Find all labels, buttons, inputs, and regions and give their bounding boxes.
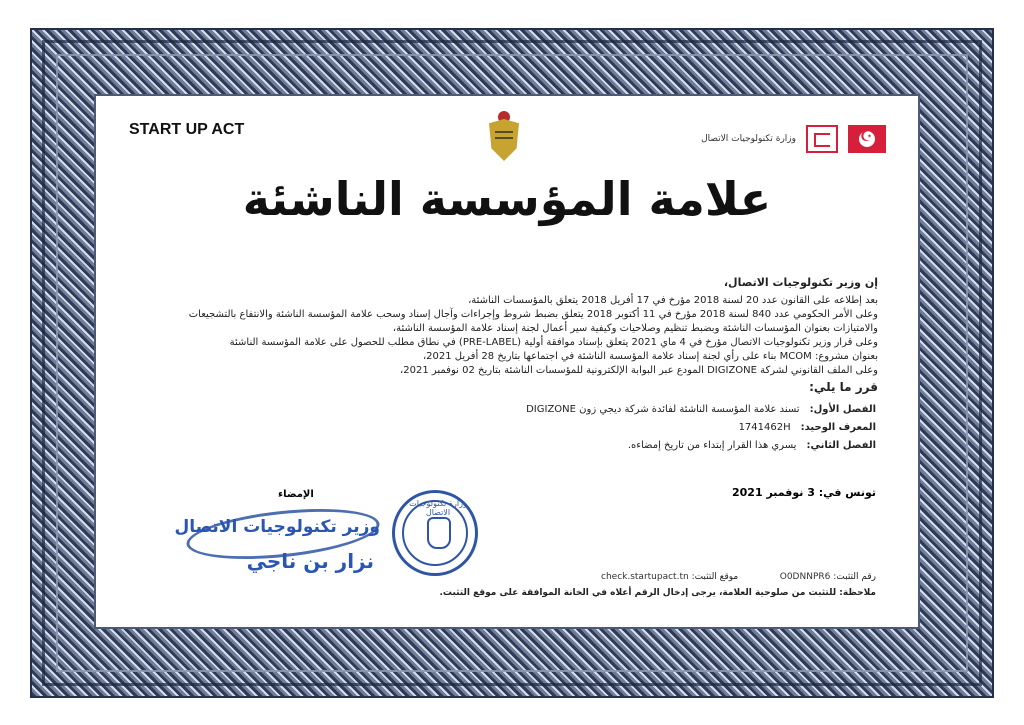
section-second	[136, 440, 876, 451]
verification-fields	[601, 572, 876, 582]
signature-title: وزير تكنولوجيات الاتصال	[174, 517, 380, 537]
certificate-title: علامة المؤسسة الناشئة	[242, 172, 772, 226]
certificate-lead: إن وزير تكنولوجيات الاتصال،	[723, 276, 878, 289]
section-second-label: الفصل الثاني:	[806, 440, 876, 451]
section-id	[136, 422, 876, 433]
verification-row	[601, 572, 876, 582]
verification-site-value: check.startupact.tn	[601, 572, 689, 582]
verification-site-label: موقع التثبت:	[691, 572, 739, 582]
ministry-name: وزارة تكنولوجيات الاتصال	[701, 134, 796, 144]
certificate-body	[134, 276, 878, 394]
signature-area	[166, 489, 386, 599]
verification-site-field	[601, 572, 738, 582]
body-paragraph: وعلى الأمر الحكومي عدد 840 لسنة 2018 مؤرخ في 11 أكتوبر 2018 يتعلق بضبط شروط وإجراءات وآجال إسناد وسحب علامة المؤسسة الناشئة والانتفاع بالتشجيعات	[188, 309, 878, 320]
body-paragraph: بعنوان مشروع: MCOM بناء على رأي لجنة إسناد علامة المؤسسة الناشئة في اجتماعها بتاريخ 28 أفريل 2021،	[422, 351, 878, 362]
startup-act-logo-text: START UP ACT	[129, 121, 245, 138]
startup-act-logo	[129, 122, 244, 138]
body-paragraph: بعد إطلاعه على القانون عدد 20 لسنة 2018 مؤرخ في 17 أفريل 2018 يتعلق بالمؤسسات الناشئة،	[468, 295, 878, 306]
section-id-value: 1741462H	[738, 422, 791, 433]
verification-number-value: O0DNNPR6	[779, 572, 831, 582]
ministry-header	[701, 125, 886, 153]
verification-number-label: رقم التثبت:	[833, 572, 876, 582]
verification-note: ملاحظة: للتثبت من صلوحية العلامة، يرجى إدخال الرقم أعلاه في الخانة الموافقة على موقع التثبت.	[439, 588, 876, 598]
tunisia-emblem-icon	[482, 111, 526, 171]
signature-label: الإمضاء	[278, 489, 314, 500]
section-second-value: يسري هذا القرار إبتداء من تاريخ إمضاءه.	[627, 440, 797, 451]
body-paragraph: وعلى قرار وزير تكنولوجيات الاتصال مؤرخ في 4 ماي 2021 يتعلق بإسناد موافقة أولية (PRE-LABEL) في نطاق مطلب للحصول على علامة المؤسسة الناشئة	[229, 337, 878, 348]
section-id-label: المعرف الوحيد:	[800, 422, 876, 433]
body-paragraph: والامتيازات بعنوان المؤسسات الناشئة وبضبط تنظيم وصلاحيات وكيفية سير أعمال لجنة إسناد علامة المؤسسة الناشئة،	[392, 323, 878, 334]
verification-number-field	[780, 572, 876, 582]
official-stamp-icon	[392, 490, 478, 576]
body-paragraph: وعلى الملف القانوني لشركة DIGIZONE المودع عبر البوابة الإلكترونية للمؤسسات الناشئة بتاريخ 02 نوفمبر 2021،	[400, 365, 878, 376]
certificate-sections	[96, 404, 918, 458]
section-first	[136, 404, 876, 415]
section-first-value: تسند علامة المؤسسة الناشئة لفائدة شركة ديجي زون DIGIZONE	[526, 404, 800, 415]
signature-name: نزار بن ناجي	[246, 549, 374, 573]
emblem-shield-icon	[489, 119, 519, 161]
issue-date: تونس في: 3 نوفمبر 2021	[732, 486, 876, 499]
emblem-stripe-icon	[495, 131, 513, 133]
stamp-center-icon	[427, 517, 451, 549]
ministry-logo-icon	[806, 125, 838, 153]
tunisia-flag-icon	[848, 125, 886, 153]
section-first-label: الفصل الأول:	[809, 404, 876, 415]
stamp-text: وزارة تكنولوجيات الاتصال	[409, 499, 467, 517]
emblem-stripe-icon	[495, 137, 513, 139]
decision-heading: قرر ما يلي:	[809, 380, 878, 394]
certificate-inner	[96, 96, 918, 627]
